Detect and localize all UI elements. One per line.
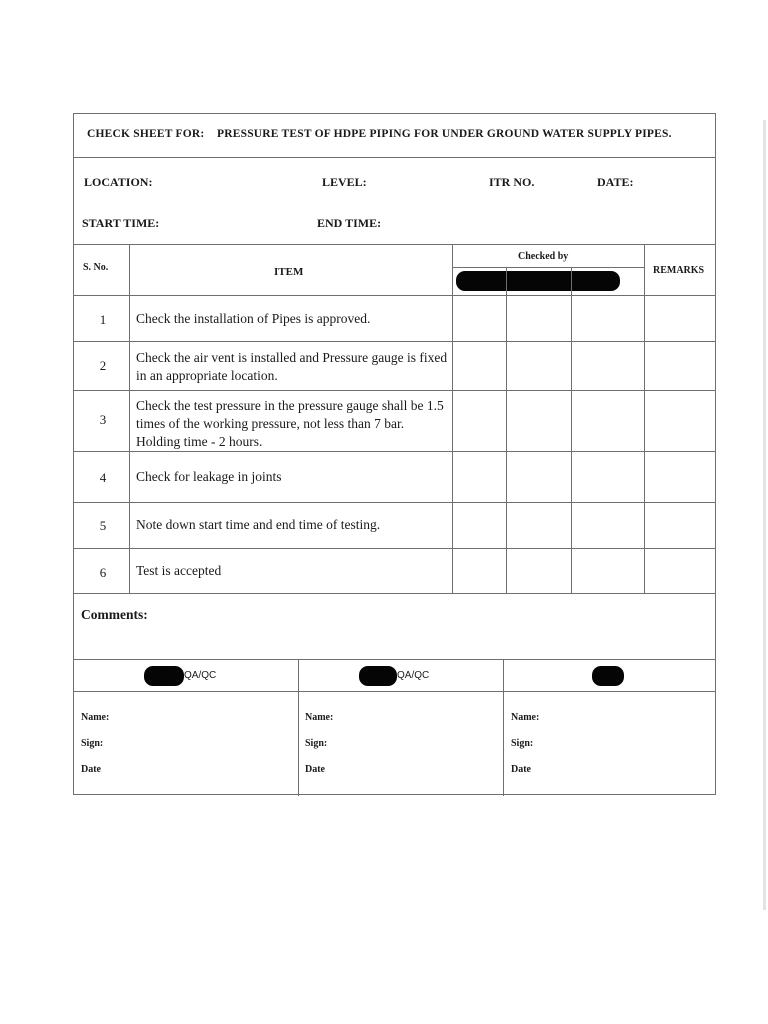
- divider: [74, 548, 715, 549]
- column-line: [506, 267, 507, 593]
- column-line: [503, 659, 504, 796]
- itr-no-label: ITR NO.: [489, 175, 535, 189]
- header-item: ITEM: [274, 266, 304, 278]
- divider: [74, 390, 715, 391]
- comments-label: Comments:: [81, 607, 148, 622]
- row-number: 4: [99, 470, 107, 485]
- signoff-title-2: QA/QC: [397, 670, 430, 681]
- scan-edge-shadow: [763, 120, 766, 910]
- check-sheet: [73, 113, 716, 795]
- divider: [74, 157, 715, 158]
- level-label: LEVEL:: [322, 175, 367, 189]
- row-number: 6: [99, 565, 107, 580]
- row-number: 1: [99, 312, 107, 327]
- checked-by-subdivider: [452, 267, 644, 268]
- divider: [74, 502, 715, 503]
- date-label: DATE:: [597, 175, 634, 189]
- divider: [74, 295, 715, 296]
- divider: [74, 451, 715, 452]
- signoff-title-1: QA/QC: [184, 670, 217, 681]
- location-label: LOCATION:: [84, 175, 153, 189]
- column-line: [298, 659, 299, 796]
- row-item: Check the test pressure in the pressure gauge shall be 1.5 times of the working pressure, not less than 7 bar. Holding time - 2 hours.: [136, 398, 444, 449]
- column-line: [571, 267, 572, 593]
- header-checked-by: Checked by: [518, 251, 569, 262]
- title-label: CHECK SHEET FOR:: [87, 128, 205, 140]
- divider: [74, 341, 715, 342]
- end-time-label: END TIME:: [317, 216, 382, 230]
- header-sno: S. No.: [83, 262, 109, 273]
- signoff-date-3: Date: [511, 764, 531, 775]
- divider: [74, 659, 715, 660]
- divider: [74, 593, 715, 594]
- row-item: Check the installation of Pipes is approved.: [136, 311, 371, 326]
- title-value: PRESSURE TEST OF HDPE PIPING FOR UNDER GROUND WATER SUPPLY PIPES.: [217, 128, 672, 140]
- signoff-name-2: Name:: [305, 712, 334, 723]
- start-time-label: START TIME:: [82, 216, 160, 230]
- signoff-sign-2: Sign:: [305, 738, 328, 749]
- row-number: 3: [99, 412, 107, 427]
- signoff-sign-3: Sign:: [511, 738, 534, 749]
- column-line: [452, 244, 453, 593]
- header-remarks: REMARKS: [653, 265, 705, 276]
- divider: [74, 691, 715, 692]
- row-item: Test is accepted: [136, 563, 222, 578]
- redacted-company-2: [359, 666, 397, 686]
- signoff-date-2: Date: [305, 764, 325, 775]
- divider: [74, 244, 715, 245]
- column-line: [129, 244, 130, 593]
- row-item: Check for leakage in joints: [136, 469, 282, 484]
- redacted-company-1: [144, 666, 184, 686]
- signoff-date-1: Date: [81, 764, 101, 775]
- signoff-name-3: Name:: [511, 712, 540, 723]
- signoff-name-1: Name:: [81, 712, 110, 723]
- column-line: [644, 244, 645, 593]
- signoff-sign-1: Sign:: [81, 738, 104, 749]
- row-number: 2: [99, 358, 107, 373]
- redacted-checker-names: [456, 271, 620, 291]
- row-item: Check the air vent is installed and Pressure gauge is fixed in an appropriate location.: [136, 350, 448, 383]
- row-item: Note down start time and end time of testing.: [136, 517, 381, 532]
- row-number: 5: [99, 518, 107, 533]
- redacted-company-3: [592, 666, 624, 686]
